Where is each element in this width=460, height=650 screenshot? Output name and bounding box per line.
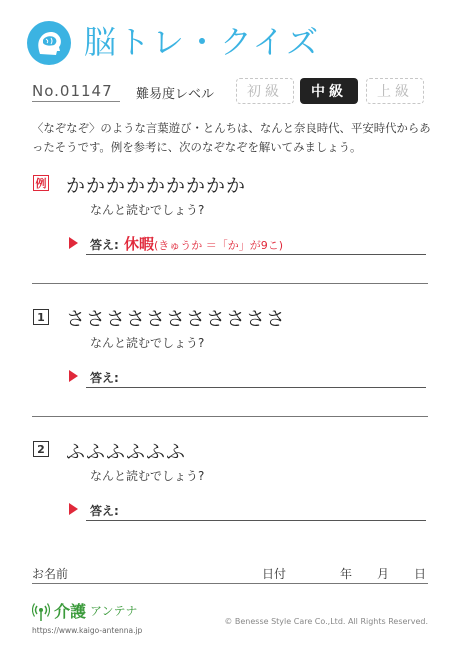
example-answer-label: 答え: [90, 238, 119, 252]
month-label: 月 [377, 567, 390, 581]
question-2-number: 2 [33, 441, 49, 457]
puzzle-number-underline [32, 101, 120, 102]
level-advanced-badge: 上級 [366, 78, 424, 104]
question-2-answer-field[interactable] [86, 520, 426, 521]
copyright-text: © Benesse Style Care Co.,Ltd. All Rights Reserved. [224, 617, 428, 626]
brain-in-head-icon [26, 20, 72, 66]
difficulty-label: 難易度レベル [136, 87, 215, 102]
example-arrow-icon [69, 237, 78, 249]
level-beginner-badge: 初級 [236, 78, 294, 104]
section-divider [32, 283, 428, 284]
example-answer-note: (きゅうか ＝「か」が9こ) [154, 239, 284, 252]
intro-text: 〈なぞなぞ〉のような言葉遊び・とんちは、なんと奈良時代、平安時代からあったそうです。例を参考に、次のなぞなぞを解いてみましょう。 [32, 121, 431, 154]
example-marker: 例 [33, 175, 49, 191]
question-1-answer-field[interactable] [86, 387, 426, 388]
antenna-signal-icon [32, 602, 50, 622]
example-answer-word: 休暇 [124, 235, 155, 253]
year-label: 年 [340, 567, 353, 581]
name-date-field-line[interactable] [32, 583, 428, 584]
logo-text-kaigo: 介護 [54, 602, 87, 621]
section-divider [32, 416, 428, 417]
day-label: 日 [414, 567, 427, 581]
example-prompt: なんと読むでしょう? [90, 203, 205, 217]
name-field-label: お名前 [32, 567, 69, 581]
question-2-prompt: なんと読むでしょう? [90, 469, 205, 483]
question-2-answer-label: 答え: [90, 504, 119, 518]
question-1-number: 1 [33, 309, 49, 325]
question-2-text: ふふふふふふ [66, 441, 187, 463]
example-answer [124, 233, 283, 254]
question-1-prompt: なんと読むでしょう? [90, 336, 205, 350]
question-1-arrow-icon [69, 370, 78, 382]
page-title: 脳トレ・クイズ [84, 23, 321, 61]
example-answer-line [86, 254, 426, 255]
puzzle-number: No.01147 [32, 82, 113, 100]
question-2-arrow-icon [69, 503, 78, 515]
kaigo-antenna-logo [32, 602, 152, 642]
level-intermediate-badge: 中級 [300, 78, 358, 104]
question-1-text: さささささささささささ [66, 308, 287, 330]
logo-text-antenna: アンテナ [90, 604, 138, 618]
question-1-answer-label: 答え: [90, 371, 119, 385]
logo-url: https://www.kaigo-antenna.jp [32, 626, 143, 635]
date-field-label: 日付 [262, 567, 287, 581]
example-question: かかかかかかかかか [66, 175, 247, 197]
